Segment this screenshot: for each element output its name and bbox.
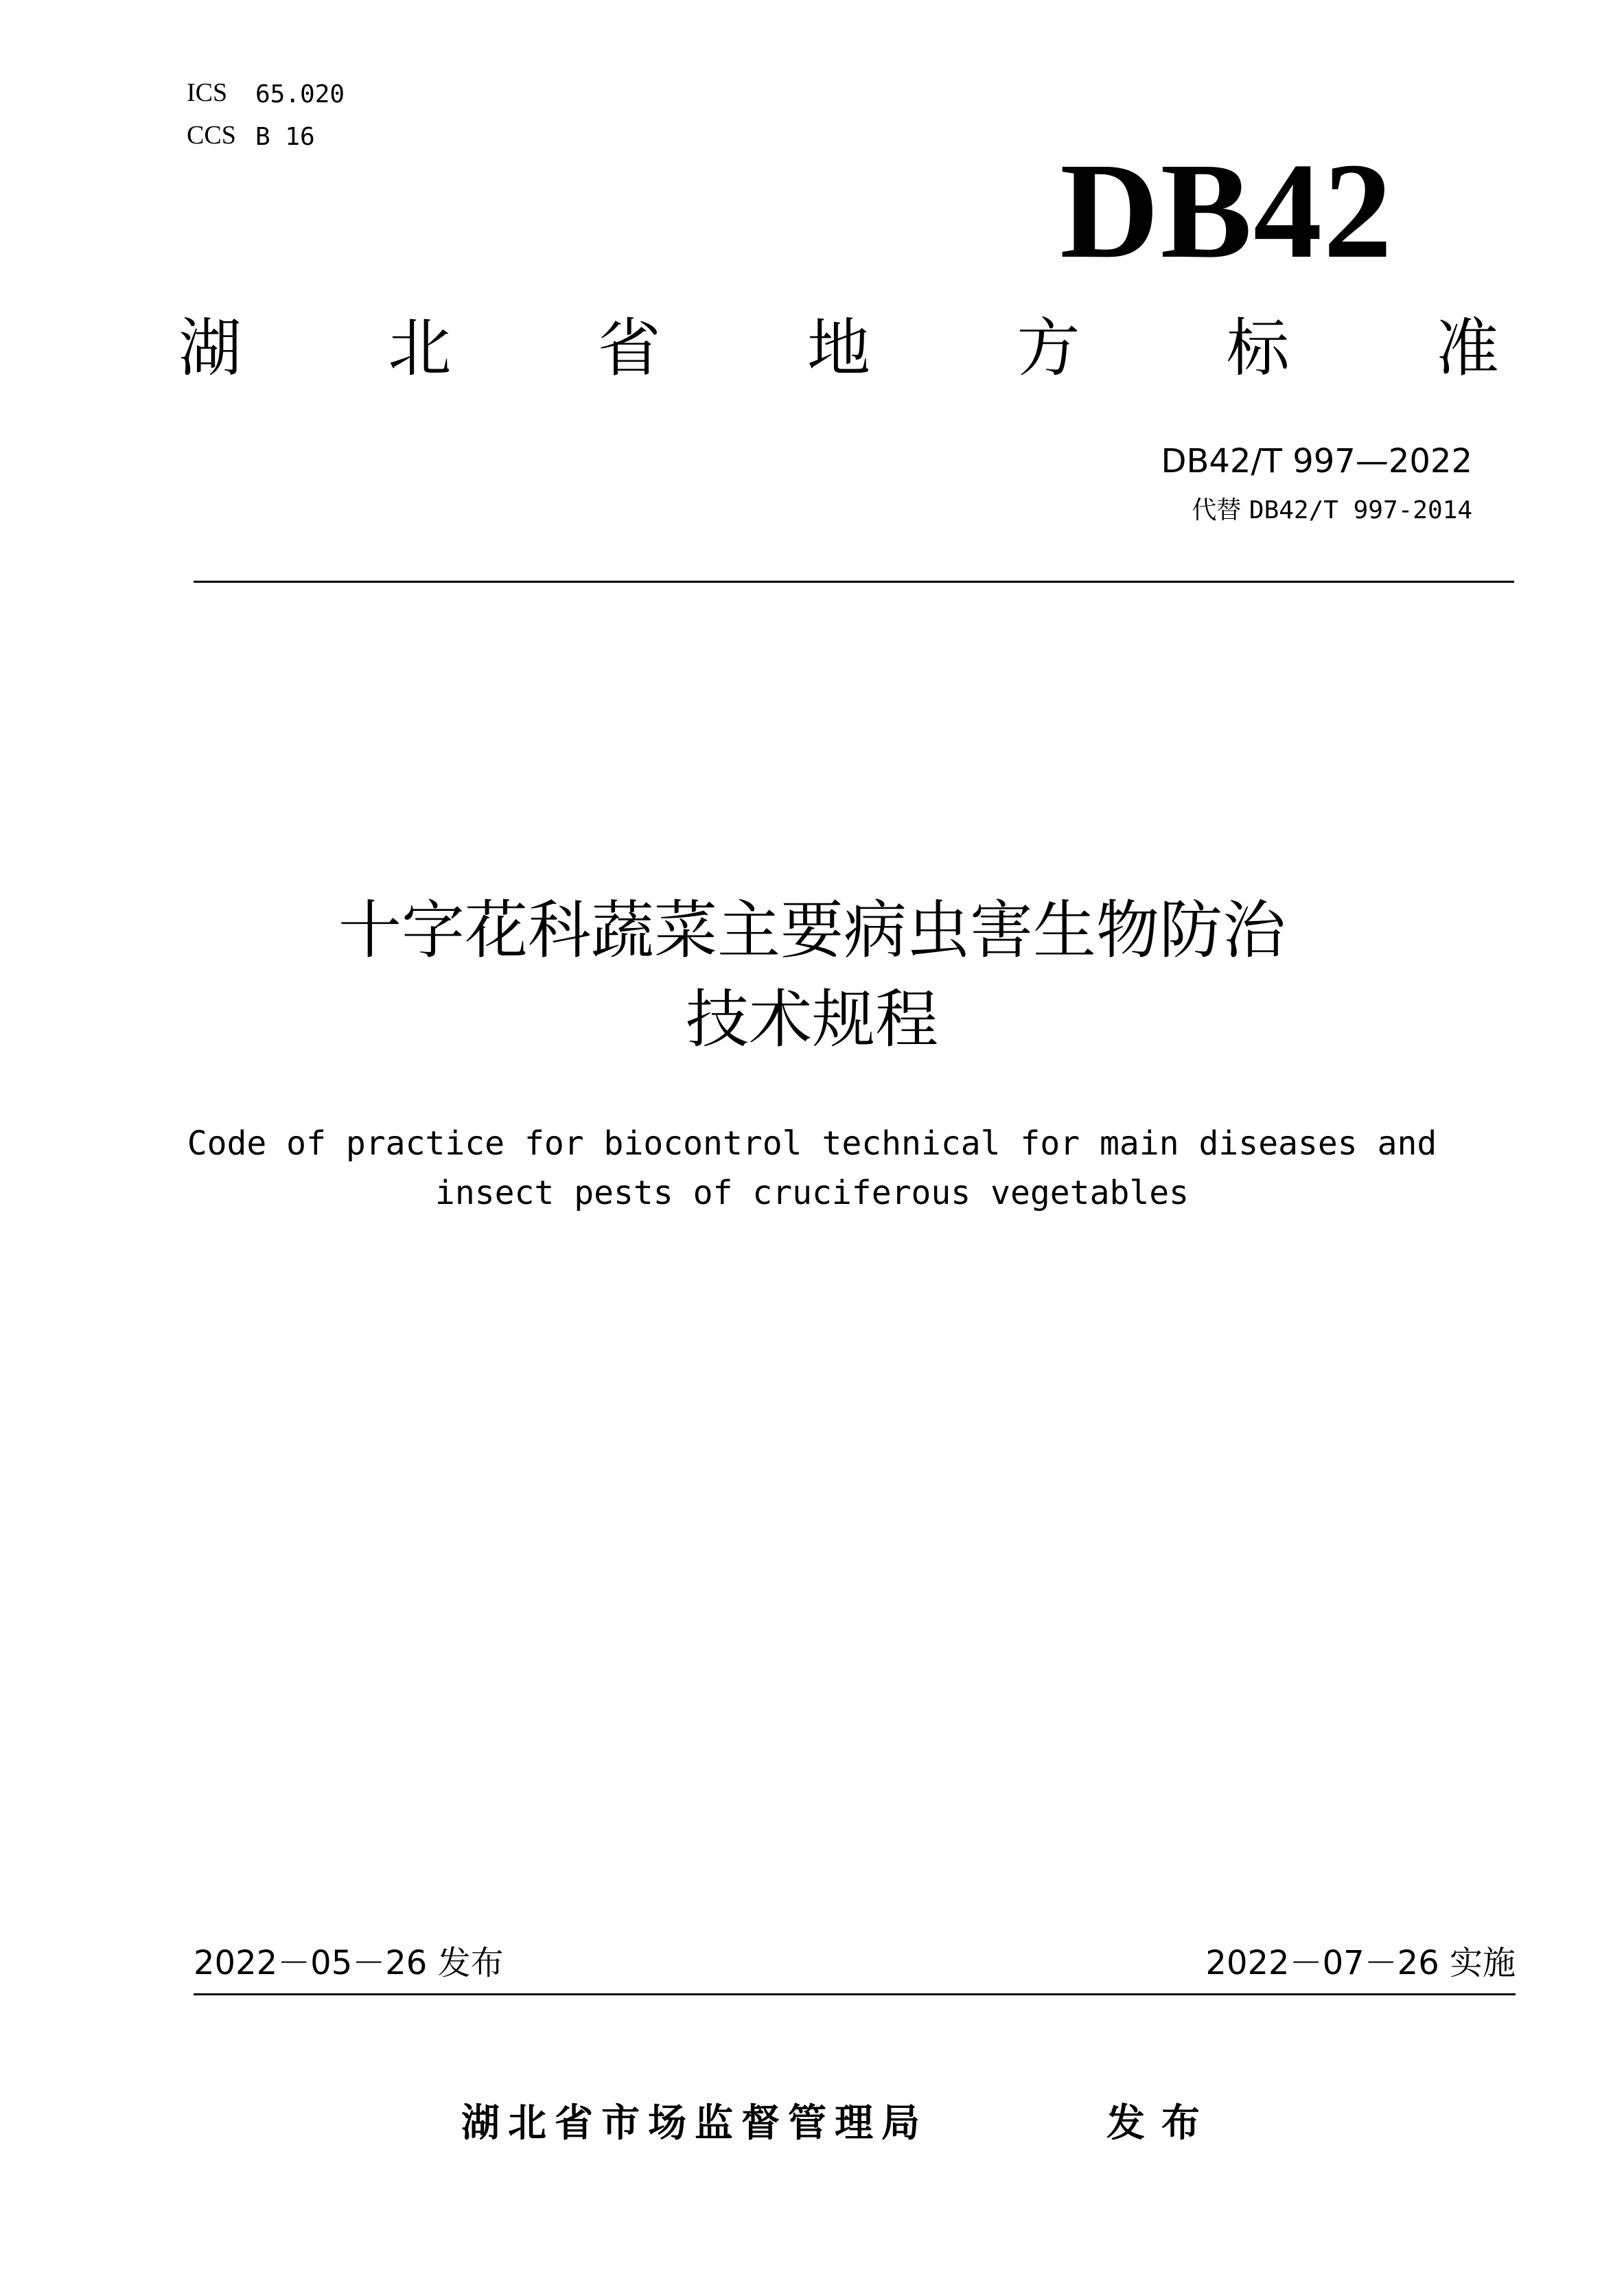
standard-type-char: 方 xyxy=(1017,312,1080,385)
title-en-line2: insect pests of cruciferous vegetables xyxy=(434,1174,1190,1212)
standard-logo: DB42 xyxy=(1060,135,1393,287)
ics-label: ICS xyxy=(187,78,228,107)
ics-value: 65.020 xyxy=(255,80,345,108)
standard-type-char: 省 xyxy=(597,312,661,385)
standard-type-char: 北 xyxy=(388,312,452,385)
issue-date: 2022－05－26 发布 xyxy=(194,1944,504,1982)
ccs-value: B 16 xyxy=(255,123,315,151)
publisher-name: 湖北省市场监督管理局 xyxy=(461,2101,928,2146)
implement-date: 2022－07－26 实施 xyxy=(1205,1944,1516,1982)
title-cn-line1: 十字花科蔬菜主要病虫害生物防治 xyxy=(338,894,1286,967)
replaces-prefix: 代替 xyxy=(1192,496,1242,524)
title-en-line1: Code of practice for biocontrol technical for main diseases and xyxy=(187,1124,1437,1163)
standard-type-char: 准 xyxy=(1435,312,1499,385)
standard-type-char: 湖 xyxy=(178,312,242,385)
title-cn-line2: 技术规程 xyxy=(685,983,938,1056)
replaces-number: DB42/T 997-2014 xyxy=(1249,496,1472,524)
standard-number: DB42/T 997—2022 xyxy=(1161,442,1472,480)
standard-type-char: 地 xyxy=(807,312,870,385)
publish-word: 发布 xyxy=(1106,2101,1216,2146)
standard-type-heading xyxy=(178,312,1499,385)
standard-type-char: 标 xyxy=(1226,312,1290,385)
ccs-label: CCS xyxy=(187,121,236,150)
footer-rule xyxy=(194,1993,1516,1995)
header-rule xyxy=(194,581,1514,583)
replaces-line xyxy=(1192,498,1472,523)
